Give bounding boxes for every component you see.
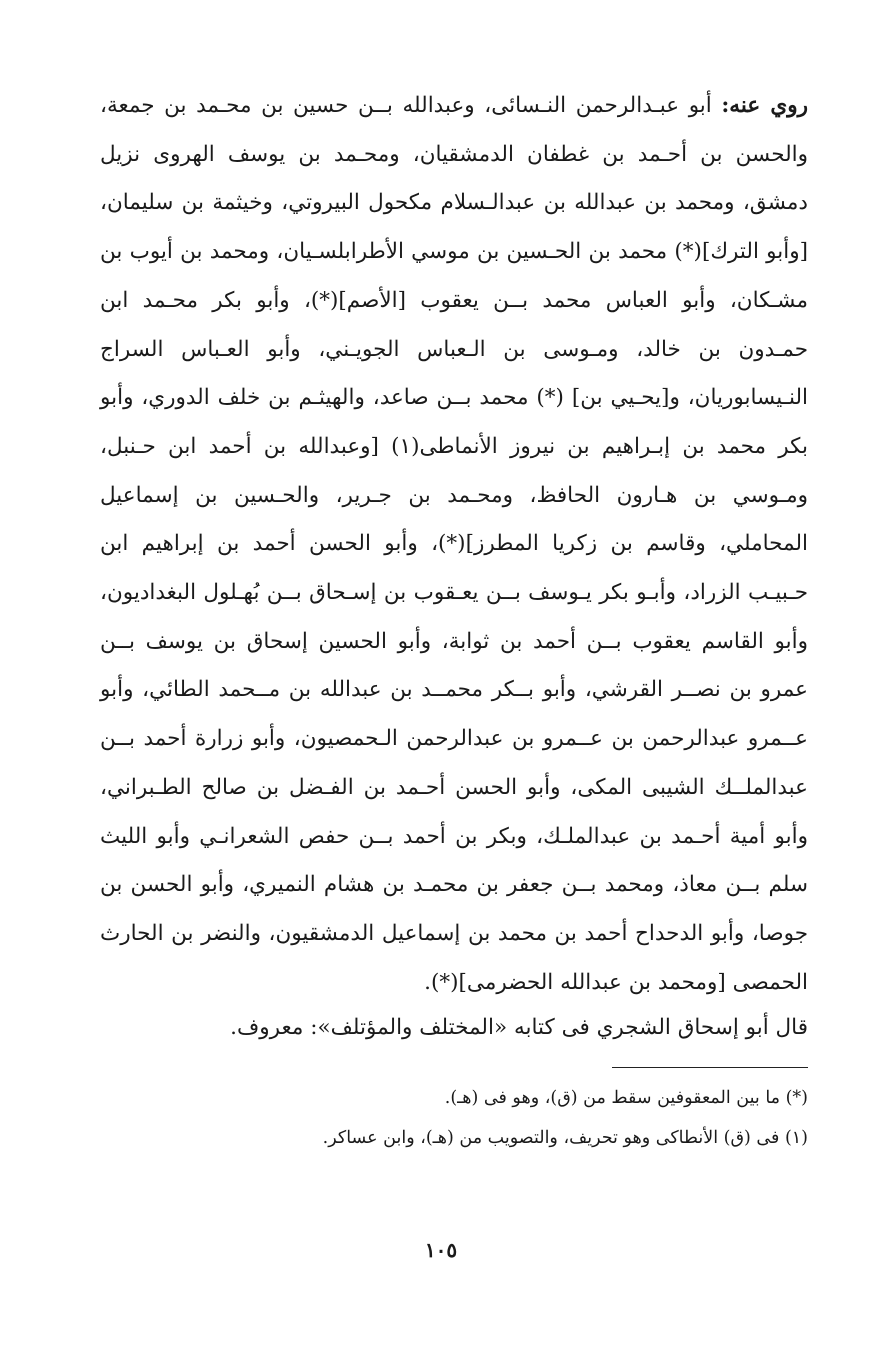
footnote-separator [612, 1067, 808, 1068]
footnote-asterisk: (*) ما بين المعقوفين سقط من (ق)، وهو فى (هـ). [444, 1088, 808, 1108]
narrators-list-text: أبو عبـدالرحمن النـسائى، وعبدالله بــن حسين بن محـمد بن جمعة، والحسن بن أحـمد بن غطفان الدمشقيان، ومحـمد بن يوسف الهروى نزيل دمشق، ومحمد بن عبدالله بن عبدالـسلام مكحول البيروتي، وخيثمة بن سليمان، [وأبو الترك](*) محمد بن الحـسين بن موسي الأطرابلسـيان، ومحمد بن أيوب بن مشـكان، وأبو العباس محمد بــن يعقوب [الأصم](*)، وأبو بكر محـمد ابن حمـدون بن خالد، ومـوسى بن الـعباس الجويـني، وأبو العـباس السراج النـيسابوريان، و[يحـيي بن] (*) محمد بــن صاعد، والهيثـم بن خلف الدوري، وأبو بكر محمد بن إبـراهيم بن نيروز الأنماطى(١) [وعبدالله بن أحمد ابن حـنبل، ومـوسي بن هـارون الحافظ، ومحـمد بن جـرير، والحـسين بن إسماعيل المحاملي، وقاسم بن زكريا المطرز](*)، وأبو الحسن أحمد بن إبراهيم ابن حـبيـب الزراد، وأبـو بكر يـوسف بــن يعـقوب بن إسـحاق بــن بُهـلول البغداديون، وأبو القاسم يعقوب بــن أحمد بن ثوابة، وأبو الحسين إسحاق بن يوسف بــن عمرو بن نصــر القرشي، وأبو بــكر محمــد بن عبدالله بن مــحمد الطائي، وأبو عــمرو عبدالرحمن بن عــمرو بن عبدالرحمن الـحمصيون، وأبو زرارة أحمد بــن عبدالملــك الشيبى المكى، وأبو الحسن أحـمد بن الفـضل بن صالح الطـبراني، وأبو أمية أحـمد بن عبدالملـك، وبكر بن أحمد بــن حفص الشعرانـي وأبو الليث سلم بــن معاذ، ومحمد بــن جعفر بن محمـد بن هشام النميري، وأبو الحسن بن جوصا، وأبو الدحداح أحمد بن محمد بن إسماعيل الدمشقيون، والنضر بن الحارث الحمصى [ومحمد بن عبدالله الحضرمى](*). [100, 93, 808, 995]
narrators-paragraph [100, 82, 808, 1007]
page-number: ١٠٥ [424, 1238, 458, 1262]
footnotes [100, 1078, 808, 1158]
footnote-one: (١) فى (ق) الأنطاكى وهو تحريف، والتصويب من (هـ)، وابن عساكر. [322, 1128, 808, 1148]
section-lead-label: روي عنه: [721, 93, 808, 118]
closing-statement: قال أبو إسحاق الشجري فى كتابه «المختلف والمؤتلف»: معروف. [230, 1015, 808, 1040]
